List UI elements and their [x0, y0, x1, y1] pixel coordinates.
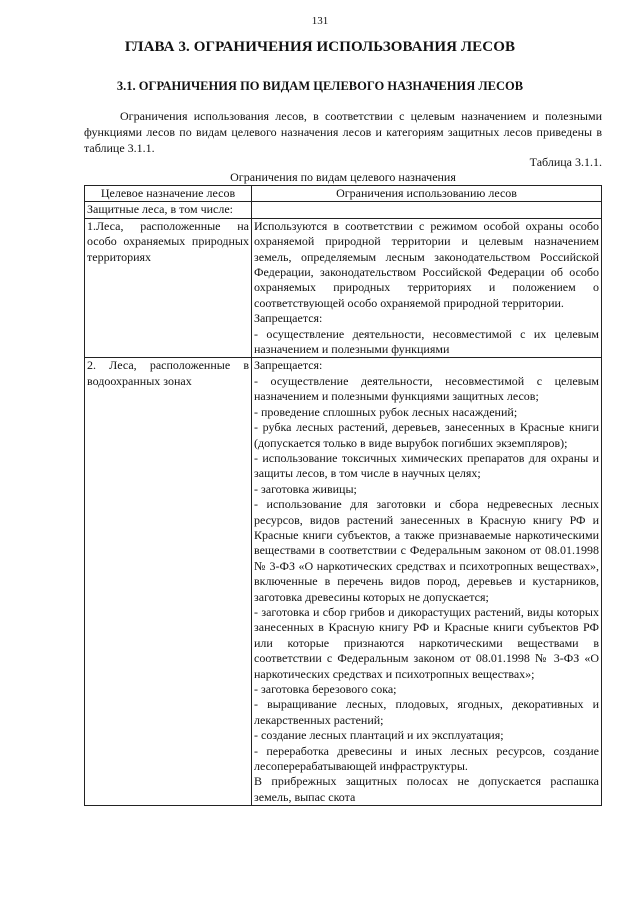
restriction-item: - осуществление деятельности, несовместимой с целевым назначением и полезными функциями защитных лесов;	[254, 373, 599, 404]
header-restrictions: Ограничения использованию лесов	[252, 186, 602, 202]
group-protective-forests: Защитные леса, в том числе:	[85, 202, 252, 218]
restriction-item: - заготовка и сбор грибов и дикорастущих растений, виды которых занесенных в Красную книгу РФ и Красные книги субъектов РФ или которые признаются наркотическими веществами в соответствии с Федеральным законом от 08.01.1998 № 3-ФЗ «О наркотических средствах и психотропных веществах»;	[254, 604, 599, 681]
table-group-row	[85, 202, 602, 218]
restriction-item: Запрещается:	[254, 311, 323, 326]
restriction-item: - заготовка живицы;	[254, 481, 357, 496]
purpose-cell: 2. Леса, расположенные в водоохранных зонах	[85, 358, 252, 806]
restrictions-cell	[252, 218, 602, 358]
restriction-item: - создание лесных плантаций и их эксплуатация;	[254, 728, 504, 743]
restriction-item: - выращивание лесных, плодовых, ягодных, декоративных и лекарственных растений;	[254, 697, 599, 727]
purpose-cell: 1.Леса, расположенные на особо охраняемых природных территориях	[85, 218, 252, 358]
header-purpose: Целевое назначение лесов	[85, 186, 252, 202]
table-caption: Ограничения по видам целевого назначения	[230, 170, 456, 184]
table-label: Таблица 3.1.1.	[529, 155, 602, 169]
restriction-item: - заготовка березового сока;	[254, 682, 397, 696]
intro-paragraph: Ограничения использования лесов, в соответствии с целевым назначением и полезными функциями лесов по видам целевого назначения лесов и категориям защитных лесов приведены в таблице 3.1.1.	[84, 109, 602, 155]
restriction-item: В прибрежных защитных полосах не допускается распашка земель, выпас скота	[254, 774, 599, 804]
restriction-item: - переработка древесины и иных лесных ресурсов, создание лесоперерабатывающей инфраструктуры.	[254, 743, 599, 774]
restriction-item: Запрещается:	[254, 358, 323, 373]
restriction-item: - осуществление деятельности, несовместимой с их целевым назначением и полезными функциями	[254, 326, 599, 357]
restriction-item: - использование токсичных химических препаратов для охраны и защиты лесов, в том числе в научных целях;	[254, 450, 599, 481]
restriction-item: - проведение сплошных рубок лесных насаждений;	[254, 404, 518, 419]
restrictions-table	[84, 185, 602, 806]
table-row	[85, 358, 602, 806]
table-row	[85, 218, 602, 358]
chapter-title: ГЛАВА 3. ОГРАНИЧЕНИЯ ИСПОЛЬЗОВАНИЯ ЛЕСОВ	[124, 39, 516, 55]
group-empty-cell	[252, 202, 602, 218]
table-header-row	[85, 186, 602, 202]
section-title: 3.1. ОГРАНИЧЕНИЯ ПО ВИДАМ ЦЕЛЕВОГО НАЗНАЧЕНИЯ ЛЕСОВ	[116, 79, 524, 93]
page-number: 131	[311, 15, 329, 27]
restrictions-cell	[252, 358, 602, 806]
restriction-item: Используются в соответствии с режимом особой охраны особо охраняемой природной территории и целевым назначением земель, определяемым лесным законодательством Российской Федерации, законодательством Российской Федерации об особо охраняемых природных территориях и положением о соответствующей особо охраняемой природной территории.	[254, 218, 599, 310]
restriction-item: - использование для заготовки и сбора недревесных лесных ресурсов, видов растений занесенных в Красную книгу РФ и Красные книги субъектов, а также признаваемые наркотическими веществами в соответствии с Федеральным законом от 08.01.1998 № 3-ФЗ «О наркотических средствах и психотропных веществах», включенные в перечень видов пород, деревьев и кустарников, заготовка древесины которых не допускается;	[254, 497, 599, 604]
restriction-item: - рубка лесных растений, деревьев, занесенных в Красные книги (допускается только в виде вырубок погибших экземпляров);	[254, 420, 599, 450]
